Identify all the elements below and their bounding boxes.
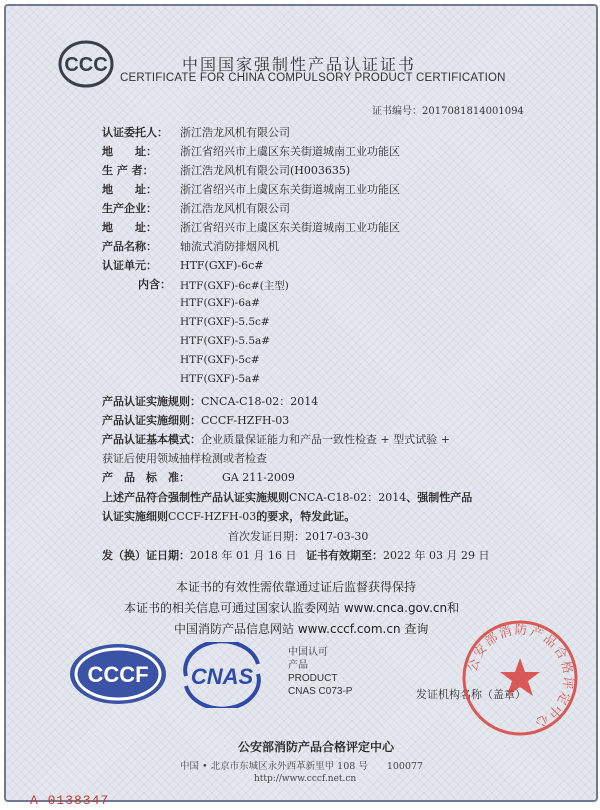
valid-until [306,549,489,563]
statement-code: CNCA-C18-02：2014 [289,491,407,504]
ccc-logo-text: CCC [64,54,108,76]
seal-star-icon [500,658,540,696]
official-seal [458,616,582,740]
certificate [4,4,598,802]
rule-detail [102,414,289,428]
notice-line-2: 本证书的相关信息可通过国家认监委网站 www.cnca.gov.cn和 [124,601,460,615]
field-factory-address [102,221,400,235]
cnas-en-line-1: PRODUCT [288,673,338,684]
statement-line-2 [102,510,355,524]
field-value: CNCA-C18-02：2014 [201,395,319,408]
field-label: 地 址： [102,145,157,158]
field-label: 产品名称： [102,240,157,253]
issuer-label: 发证机构名称（盖章） [416,688,526,701]
notice-line-1: 本证书的有效性需依靠通过证后监督获得保持 [176,580,417,594]
field-label: 认证单元： [102,259,157,272]
field-value: 浙江浩龙风机有限公司 [180,202,290,215]
model-item: HTF(GXF)-6a# [180,297,261,309]
models-label: 内含： [138,278,171,291]
field-value: GA 211-2009 [222,471,295,484]
cccf-logo [68,642,168,706]
certificate-number: 证书编号：2017081814001094 [372,106,524,117]
field-value: 企业质量保证能力和产品一致性检查 + 型式试验 + [201,433,450,446]
title-cn: 中国国家强制性产品认证证书 [182,55,417,74]
cnas-cn-line-2: 产品 [288,660,308,671]
field-value: 浙江省绍兴市上虞区东关街道城南工业功能区 [180,145,400,158]
seal-ring-text: 公安部消防产品合格评定中心 [464,621,577,732]
field-value: 轴流式消防排烟风机 [180,240,279,253]
field-label: 发（换）证日期： [102,549,190,562]
rule-mode [102,433,450,447]
field-applicant-address [102,145,400,159]
field-value: CCCF-HZFH-03 [201,414,290,427]
rule-implementation [102,395,318,409]
cccf-logo-text: CCCF [87,662,149,687]
product-standard [102,471,295,485]
field-label: 地 址： [102,221,157,234]
field-cert-unit [102,259,264,273]
first-issue-date: 首次发证日期：2017-03-30 [228,530,369,543]
footer-website: http://www.cccf.net.cn [254,774,357,784]
title-en: CERTIFICATE FOR CHINA COMPULSORY PRODUCT CERTIFICATION [120,72,506,84]
statement-text: 的要求，特发此证。 [256,510,356,523]
footer-organization: 公安部消防产品合格评定中心 [238,740,395,754]
field-manufacturer [102,164,350,178]
field-value: 2022 年 03 月 29 日 [383,549,490,562]
field-product-name [102,240,279,254]
rule-mode-continued: 获证后使用领域抽样检测或者检查 [102,452,267,465]
cnas-logo [176,642,268,708]
field-value: 浙江省绍兴市上虞区东关街道城南工业功能区 [180,183,400,196]
field-manufacturer-address [102,183,400,197]
field-label: 产品认证实施规则： [102,395,201,408]
field-value: 浙江浩龙风机有限公司 [180,126,290,139]
field-label: 地 址： [102,183,157,196]
cnas-en-line-2: CNAS C073-P [288,686,353,697]
cnas-info [288,646,352,698]
field-value: 2018 年 01 月 16 日 [190,549,297,562]
model-item: HTF(GXF)-5c# [180,354,260,366]
field-factory [102,202,290,216]
ccc-logo [58,36,114,92]
notice-line-3: 中国消防产品信息网站 www.cccf.com.cn 查询 [174,622,429,636]
field-label: 认证委托人： [102,126,168,139]
model-item: HTF(GXF)-6c#(主型) [180,280,289,292]
cnas-logo-text: CNAS [190,664,254,689]
field-label: 生产企业： [102,202,157,215]
footer-address: 中国 • 北京市东城区永外西革新里甲 108 号 100077 [180,761,424,772]
model-item: HTF(GXF)-5.5c# [180,316,270,328]
statement-text: 、强制性产品 [406,491,473,504]
field-value: 浙江浩龙风机有限公司(H003635) [180,164,351,177]
statement-text: 上述产品符合强制性产品认证实施规则 [102,491,289,504]
statement-text: 认证实施细则 [102,510,168,523]
field-applicant [102,126,290,140]
serial-number: A 0138347 [30,793,110,808]
model-item: HTF(GXF)-5a# [180,373,261,385]
cnas-cn-line-1: 中国认可 [288,647,328,658]
field-label: 产品认证基本模式： [102,433,201,446]
statement-line-1 [102,491,472,505]
field-label: 证书有效期至： [306,549,383,562]
field-label: 产品认证实施细则： [102,414,201,427]
issue-date [102,549,296,563]
field-label: 生 产 者： [102,164,154,177]
field-label: 产 品 标 准： [102,471,190,484]
model-item: HTF(GXF)-5.5a# [180,335,271,347]
statement-code: CCCF-HZFH-03 [168,510,257,523]
field-value: HTF(GXF)-6c# [180,259,264,272]
field-value: 浙江省绍兴市上虞区东关街道城南工业功能区 [180,221,400,234]
